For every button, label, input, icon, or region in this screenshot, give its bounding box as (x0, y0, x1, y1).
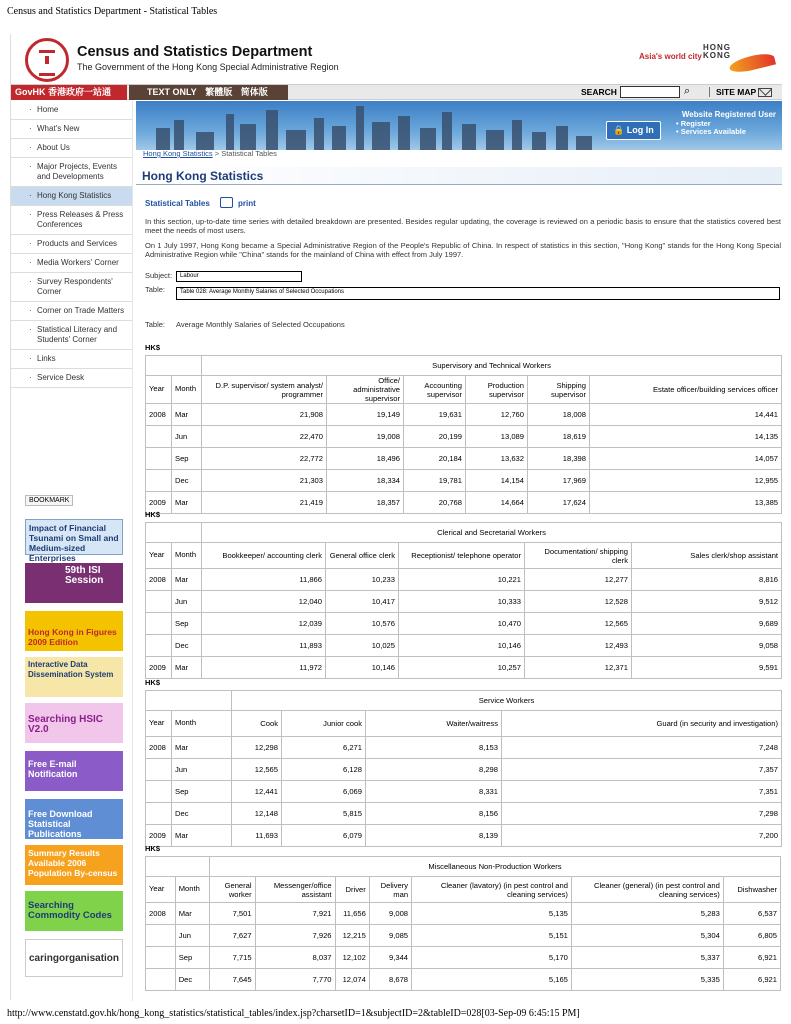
banner-caring-organisation[interactable]: caringorganisation (25, 939, 123, 977)
month-cell: Dec (172, 470, 202, 492)
salary-cell: 12,277 (525, 569, 632, 591)
log-in-label: Log In (626, 125, 654, 135)
log-in-button[interactable] (606, 121, 661, 140)
occupation-group-header: Service Workers (232, 691, 782, 711)
salary-cell: 5,135 (412, 903, 572, 925)
year-header: Year (146, 877, 176, 903)
salary-cell: 19,631 (404, 404, 466, 426)
occupation-column-header: D.P. supervisor/ system analyst/ programmer (202, 376, 327, 404)
occupation-column-header: Delivery man (369, 877, 411, 903)
table-row (146, 635, 782, 657)
table-row (146, 492, 782, 514)
header-blank (146, 691, 232, 711)
dept-subtitle: The Government of the Hong Kong Special Administrative Region (77, 62, 339, 72)
salary-cell: 12,760 (466, 404, 528, 426)
occupation-column-header: Cleaner (lavatory) (in pest control and cleaning services) (412, 877, 572, 903)
salary-cell: 8,298 (366, 759, 502, 781)
header-blank (146, 523, 202, 543)
currency-label: HK$ (145, 343, 161, 352)
main-content (136, 101, 782, 1001)
salary-cell: 7,715 (209, 947, 255, 969)
salary-cell: 11,866 (202, 569, 326, 591)
salary-cell: 10,221 (399, 569, 525, 591)
brand-line1: HONG (703, 43, 731, 52)
site-header (11, 34, 782, 84)
intro-paragraph-1: In this section, up-to-date time series with detailed breakdown are presented. Besides regular updating, the coverage is reviewed on a periodic basis to ensure that the statistics covered best meet the needs of most users. (145, 217, 781, 235)
salary-cell: 7,770 (255, 969, 335, 991)
occupation-column-header: Office/ administrative supervisor (327, 376, 404, 404)
banner-hk-in-figures[interactable]: Hong Kong in Figures 2009 Edition (25, 611, 123, 651)
registered-user-label: Website Registered User (681, 110, 776, 119)
banner-isi-session[interactable]: 59th ISI Session (25, 563, 123, 603)
salary-table (145, 522, 782, 679)
brand-hk-logo (703, 44, 731, 60)
month-cell: Mar (172, 737, 232, 759)
salary-cell: 8,678 (369, 969, 411, 991)
month-cell: Mar (172, 404, 202, 426)
month-header: Month (172, 376, 202, 404)
salary-cell: 6,079 (282, 825, 366, 847)
breadcrumb-separator: > (214, 149, 220, 158)
salary-cell: 8,139 (366, 825, 502, 847)
month-cell: Sep (175, 947, 209, 969)
sidebar-item-press-releases[interactable]: · Press Releases & Press Conferences (11, 206, 132, 235)
table-row (146, 426, 782, 448)
table-row (146, 903, 781, 925)
salary-cell: 21,419 (202, 492, 327, 514)
salary-cell: 5,815 (282, 803, 366, 825)
salary-cell: 5,283 (571, 903, 723, 925)
year-cell (146, 969, 176, 991)
year-cell: 2008 (146, 569, 172, 591)
table-row (146, 591, 782, 613)
occupation-group-header: Clerical and Secretarial Workers (202, 523, 782, 543)
salary-cell: 18,008 (528, 404, 590, 426)
salary-cell: 7,627 (209, 925, 255, 947)
print-icon[interactable] (220, 197, 233, 208)
sidebar-item-service-desk[interactable]: · Service Desk (11, 369, 132, 388)
sidebar-item-links[interactable]: · Links (11, 350, 132, 369)
table-row (146, 825, 782, 847)
sidebar-item-media-workers[interactable]: · Media Workers' Corner (11, 254, 132, 273)
salary-cell: 13,632 (466, 448, 528, 470)
breadcrumb-current: Statistical Tables (221, 149, 277, 158)
occupation-column-header: Cook (232, 711, 282, 737)
sidebar-item-home[interactable]: · Home (11, 101, 132, 120)
salary-cell: 6,271 (282, 737, 366, 759)
table-row (146, 947, 781, 969)
salary-cell: 8,153 (366, 737, 502, 759)
brand-slogan: Asia's world city (639, 52, 702, 61)
table-row (146, 569, 782, 591)
salary-cell: 21,908 (202, 404, 327, 426)
salary-cell: 9,008 (369, 903, 411, 925)
month-header: Month (172, 711, 232, 737)
print-page-title: Census and Statistics Department - Statistical Tables (7, 6, 218, 17)
table-row (146, 925, 781, 947)
month-cell: Sep (172, 781, 232, 803)
intro-paragraph-2: On 1 July 1997, Hong Kong became a Special Administrative Region of the People's Republic of China. In respect of statistics in this section, "Hong Kong" stands for the Hong Kong Special Administrative Region while "China" stands for the mainland of China with effect from July 1997. (145, 241, 781, 259)
occupation-column-header: Cleaner (general) (in pest control and cleaning services) (571, 877, 723, 903)
occupation-column-header: Guard (in security and investigation) (502, 711, 782, 737)
table-select[interactable]: Table 028: Average Monthly Salaries of Selected Occupations (176, 287, 780, 300)
salary-cell: 8,037 (255, 947, 335, 969)
section-title: Statistical Tables (145, 199, 210, 208)
table-row (146, 448, 782, 470)
sidebar-item-about-us[interactable]: · About Us (11, 139, 132, 158)
month-header: Month (175, 877, 209, 903)
brand-line2: KONG (703, 51, 731, 60)
year-cell (146, 426, 172, 448)
month-cell: Jun (175, 925, 209, 947)
salary-cell: 5,337 (571, 947, 723, 969)
year-cell: 2008 (146, 737, 172, 759)
salary-cell: 10,470 (399, 613, 525, 635)
salary-cell: 7,926 (255, 925, 335, 947)
salary-cell: 12,215 (335, 925, 369, 947)
salary-cell: 12,371 (525, 657, 632, 679)
table-row (146, 404, 782, 426)
salary-cell: 10,257 (399, 657, 525, 679)
salary-cell: 12,565 (525, 613, 632, 635)
month-cell: Dec (172, 803, 232, 825)
salary-cell: 9,058 (632, 635, 782, 657)
salary-cell: 10,576 (326, 613, 399, 635)
sidebar-item-products[interactable]: · Products and Services (11, 235, 132, 254)
salary-cell: 8,816 (632, 569, 782, 591)
salary-cell: 7,645 (209, 969, 255, 991)
table-row (146, 803, 782, 825)
occupation-column-header: General worker (209, 877, 255, 903)
year-header: Year (146, 543, 172, 569)
year-cell: 2009 (146, 492, 172, 514)
salary-cell: 5,165 (412, 969, 572, 991)
salary-cell: 18,398 (528, 448, 590, 470)
month-cell: Jun (172, 759, 232, 781)
occupation-column-header: Sales clerk/shop assistant (632, 543, 782, 569)
govhk-link[interactable]: GovHK 香港政府一站通 (11, 85, 127, 100)
month-cell: Sep (172, 448, 202, 470)
salary-cell: 13,385 (590, 492, 782, 514)
month-cell: Mar (172, 492, 202, 514)
salary-cell: 11,656 (335, 903, 369, 925)
salary-cell: 22,470 (202, 426, 327, 448)
traditional-chinese-link[interactable]: 繁體版 (205, 87, 233, 97)
salary-cell: 12,441 (232, 781, 282, 803)
salary-cell: 12,102 (335, 947, 369, 969)
salary-cell: 14,154 (466, 470, 528, 492)
salary-cell: 6,069 (282, 781, 366, 803)
site-map-link[interactable]: SITE MAP (709, 87, 756, 97)
sidebar-item-hk-statistics[interactable]: · Hong Kong Statistics (11, 187, 132, 206)
year-header: Year (146, 376, 172, 404)
registered-links: • Register • Services Available (676, 119, 747, 136)
sidebar-item-whats-new[interactable]: · What's New (11, 120, 132, 139)
year-cell (146, 613, 172, 635)
lock-icon: 🔒 (613, 125, 625, 135)
month-cell: Dec (172, 635, 202, 657)
breadcrumb-hk-statistics[interactable]: Hong Kong Statistics (143, 149, 213, 158)
salary-cell: 12,298 (232, 737, 282, 759)
month-cell: Jun (172, 591, 202, 613)
year-cell (146, 781, 172, 803)
salary-cell: 5,335 (571, 969, 723, 991)
salary-cell: 14,057 (590, 448, 782, 470)
table-select-label: Table: (145, 285, 166, 294)
table-row (146, 470, 782, 492)
month-cell: Mar (172, 825, 232, 847)
csd-logo-icon[interactable] (25, 38, 69, 82)
occupation-column-header: Production supervisor (466, 376, 528, 404)
salary-cell: 7,921 (255, 903, 335, 925)
occupation-column-header: Messenger/office assistant (255, 877, 335, 903)
salary-cell: 9,689 (632, 613, 782, 635)
mail-icon[interactable] (758, 88, 772, 97)
dragon-icon (728, 51, 776, 76)
year-cell (146, 635, 172, 657)
salary-cell: 18,334 (327, 470, 404, 492)
salary-cell: 14,441 (590, 404, 782, 426)
salary-cell: 5,151 (412, 925, 572, 947)
currency-label: HK$ (145, 510, 161, 519)
table-row (146, 657, 782, 679)
salary-cell: 14,664 (466, 492, 528, 514)
salary-cell: 12,493 (525, 635, 632, 657)
year-cell: 2009 (146, 825, 172, 847)
salary-cell: 7,298 (502, 803, 782, 825)
banner-financial-tsunami[interactable]: Impact of Financial Tsunami on Small and Medium-sized Enterprises (25, 519, 123, 555)
salary-cell: 20,184 (404, 448, 466, 470)
breadcrumb (143, 149, 277, 158)
table-row (146, 969, 781, 991)
salary-cell: 7,248 (502, 737, 782, 759)
salary-cell: 8,156 (366, 803, 502, 825)
salary-cell: 12,528 (525, 591, 632, 613)
banner-email-notification[interactable]: Free E-mail Notification (25, 751, 123, 791)
year-header: Year (146, 711, 172, 737)
salary-cell: 11,893 (202, 635, 326, 657)
salary-cell: 10,146 (399, 635, 525, 657)
salary-cell: 19,008 (327, 426, 404, 448)
bookmark-button[interactable]: BOOKMARK (25, 495, 73, 506)
table-caption: Average Monthly Salaries of Selected Occupations (176, 320, 345, 329)
salary-cell: 5,304 (571, 925, 723, 947)
salary-cell: 6,921 (723, 947, 780, 969)
salary-cell: 12,074 (335, 969, 369, 991)
dept-name[interactable]: Census and Statistics Department (77, 44, 313, 60)
salary-cell: 11,693 (232, 825, 282, 847)
salary-cell: 19,149 (327, 404, 404, 426)
year-cell: 2008 (146, 903, 176, 925)
salary-cell: 8,331 (366, 781, 502, 803)
table-row (146, 737, 782, 759)
page-heading-bar (136, 167, 782, 185)
year-cell (146, 925, 176, 947)
year-cell (146, 947, 176, 969)
print-page-footer: http://www.censtatd.gov.hk/hong_kong_statistics/statistical_tables/index.jsp?charsetID=1&subjectID=2&tableID=028[03-Sep-09 6:45:15 PM] (7, 1008, 580, 1019)
salary-cell: 10,146 (326, 657, 399, 679)
salary-cell: 6,805 (723, 925, 780, 947)
sidebar-item-statistical-literacy[interactable]: · Statistical Literacy and Students' Corner (11, 321, 132, 350)
search-input[interactable] (620, 86, 680, 98)
salary-cell: 14,135 (590, 426, 782, 448)
sidebar (11, 101, 133, 1001)
year-cell (146, 470, 172, 492)
year-cell (146, 591, 172, 613)
salary-table (145, 690, 782, 847)
salary-cell: 12,039 (202, 613, 326, 635)
month-cell: Sep (172, 613, 202, 635)
salary-cell: 22,772 (202, 448, 327, 470)
occupation-column-header: Driver (335, 877, 369, 903)
skyline-banner (136, 101, 782, 150)
salary-cell: 20,199 (404, 426, 466, 448)
salary-cell: 12,148 (232, 803, 282, 825)
salary-cell: 17,969 (528, 470, 590, 492)
banner-free-download[interactable]: Free Download Statistical Publications (25, 799, 123, 839)
search-icon[interactable]: ⌕ (684, 85, 691, 97)
salary-cell: 10,233 (326, 569, 399, 591)
occupation-column-header: Accounting supervisor (404, 376, 466, 404)
table-row (146, 759, 782, 781)
year-cell (146, 803, 172, 825)
page-frame (10, 34, 781, 1000)
occupation-column-header: Junior cook (282, 711, 366, 737)
simplified-chinese-link[interactable]: 简体版 (240, 87, 268, 97)
currency-label: HK$ (145, 678, 161, 687)
header-blank (146, 857, 210, 877)
salary-cell: 6,537 (723, 903, 780, 925)
language-links (129, 85, 288, 100)
salary-table (145, 355, 782, 514)
salary-cell: 7,200 (502, 825, 782, 847)
sidebar-item-major-projects[interactable]: · Major Projects, Events and Developments (11, 158, 132, 187)
year-cell: 2008 (146, 404, 172, 426)
occupation-group-header: Supervisory and Technical Workers (202, 356, 782, 376)
month-header: Month (172, 543, 202, 569)
salary-cell: 5,170 (412, 947, 572, 969)
subject-select[interactable]: Labour (176, 271, 302, 282)
month-cell: Jun (172, 426, 202, 448)
month-cell: Dec (175, 969, 209, 991)
salary-cell: 6,128 (282, 759, 366, 781)
currency-label: HK$ (145, 844, 161, 853)
occupation-group-header: Miscellaneous Non-Production Workers (209, 857, 780, 877)
occupation-column-header: Dishwasher (723, 877, 780, 903)
salary-table (145, 856, 781, 991)
month-cell: Mar (175, 903, 209, 925)
register-link[interactable]: Register (680, 119, 711, 128)
table-row (146, 613, 782, 635)
banner-summary-results[interactable]: Summary Results Available 2006 Population By-census (25, 845, 123, 885)
page-heading: Hong Kong Statistics (142, 169, 264, 183)
banner-interactive-data[interactable]: Interactive Data Dissemination System (25, 657, 123, 697)
salary-cell: 10,333 (399, 591, 525, 613)
salary-cell: 7,351 (502, 781, 782, 803)
year-cell (146, 448, 172, 470)
salary-cell: 20,768 (404, 492, 466, 514)
salary-cell: 7,357 (502, 759, 782, 781)
salary-cell: 9,512 (632, 591, 782, 613)
salary-cell: 18,357 (327, 492, 404, 514)
banner-commodity-codes[interactable]: Searching Commodity Codes (25, 891, 123, 931)
occupation-column-header: Waiter/waitress (366, 711, 502, 737)
header-blank (146, 356, 202, 376)
salary-cell: 18,619 (528, 426, 590, 448)
occupation-column-header: Estate officer/building services officer (590, 376, 782, 404)
salary-cell: 21,303 (202, 470, 327, 492)
salary-cell: 12,040 (202, 591, 326, 613)
salary-cell: 13,089 (466, 426, 528, 448)
subject-label: Subject: (145, 271, 173, 280)
salary-cell: 12,955 (590, 470, 782, 492)
table-row (146, 781, 782, 803)
sidebar-item-survey-respondents[interactable]: · Survey Respondents' Corner (11, 273, 132, 302)
year-cell (146, 759, 172, 781)
salary-cell: 19,781 (404, 470, 466, 492)
table-caption-label: Table: (145, 320, 166, 329)
salary-cell: 17,624 (528, 492, 590, 514)
occupation-column-header: Documentation/ shipping clerk (525, 543, 632, 569)
banner-searching-hsic[interactable]: Searching HSIC V2.0 (25, 703, 123, 743)
salary-cell: 7,501 (209, 903, 255, 925)
salary-cell: 9,591 (632, 657, 782, 679)
services-available-link[interactable]: Services Available (680, 127, 747, 136)
year-cell: 2009 (146, 657, 172, 679)
occupation-column-header: Bookkeeper/ accounting clerk (202, 543, 326, 569)
search-label: SEARCH (581, 87, 617, 97)
salary-cell: 12,565 (232, 759, 282, 781)
text-only-link[interactable]: TEXT ONLY (147, 87, 197, 97)
salary-cell: 6,921 (723, 969, 780, 991)
sidebar-item-trade-matters[interactable]: · Corner on Trade Matters (11, 302, 132, 321)
salary-cell: 18,496 (327, 448, 404, 470)
salary-cell: 10,417 (326, 591, 399, 613)
top-navbar (11, 84, 782, 100)
month-cell: Mar (172, 569, 202, 591)
month-cell: Mar (172, 657, 202, 679)
print-link[interactable]: print (238, 199, 256, 208)
salary-cell: 11,972 (202, 657, 326, 679)
salary-cell: 9,085 (369, 925, 411, 947)
occupation-column-header: Receptionist/ telephone operator (399, 543, 525, 569)
salary-cell: 10,025 (326, 635, 399, 657)
salary-cell: 9,344 (369, 947, 411, 969)
occupation-column-header: General office clerk (326, 543, 399, 569)
occupation-column-header: Shipping supervisor (528, 376, 590, 404)
